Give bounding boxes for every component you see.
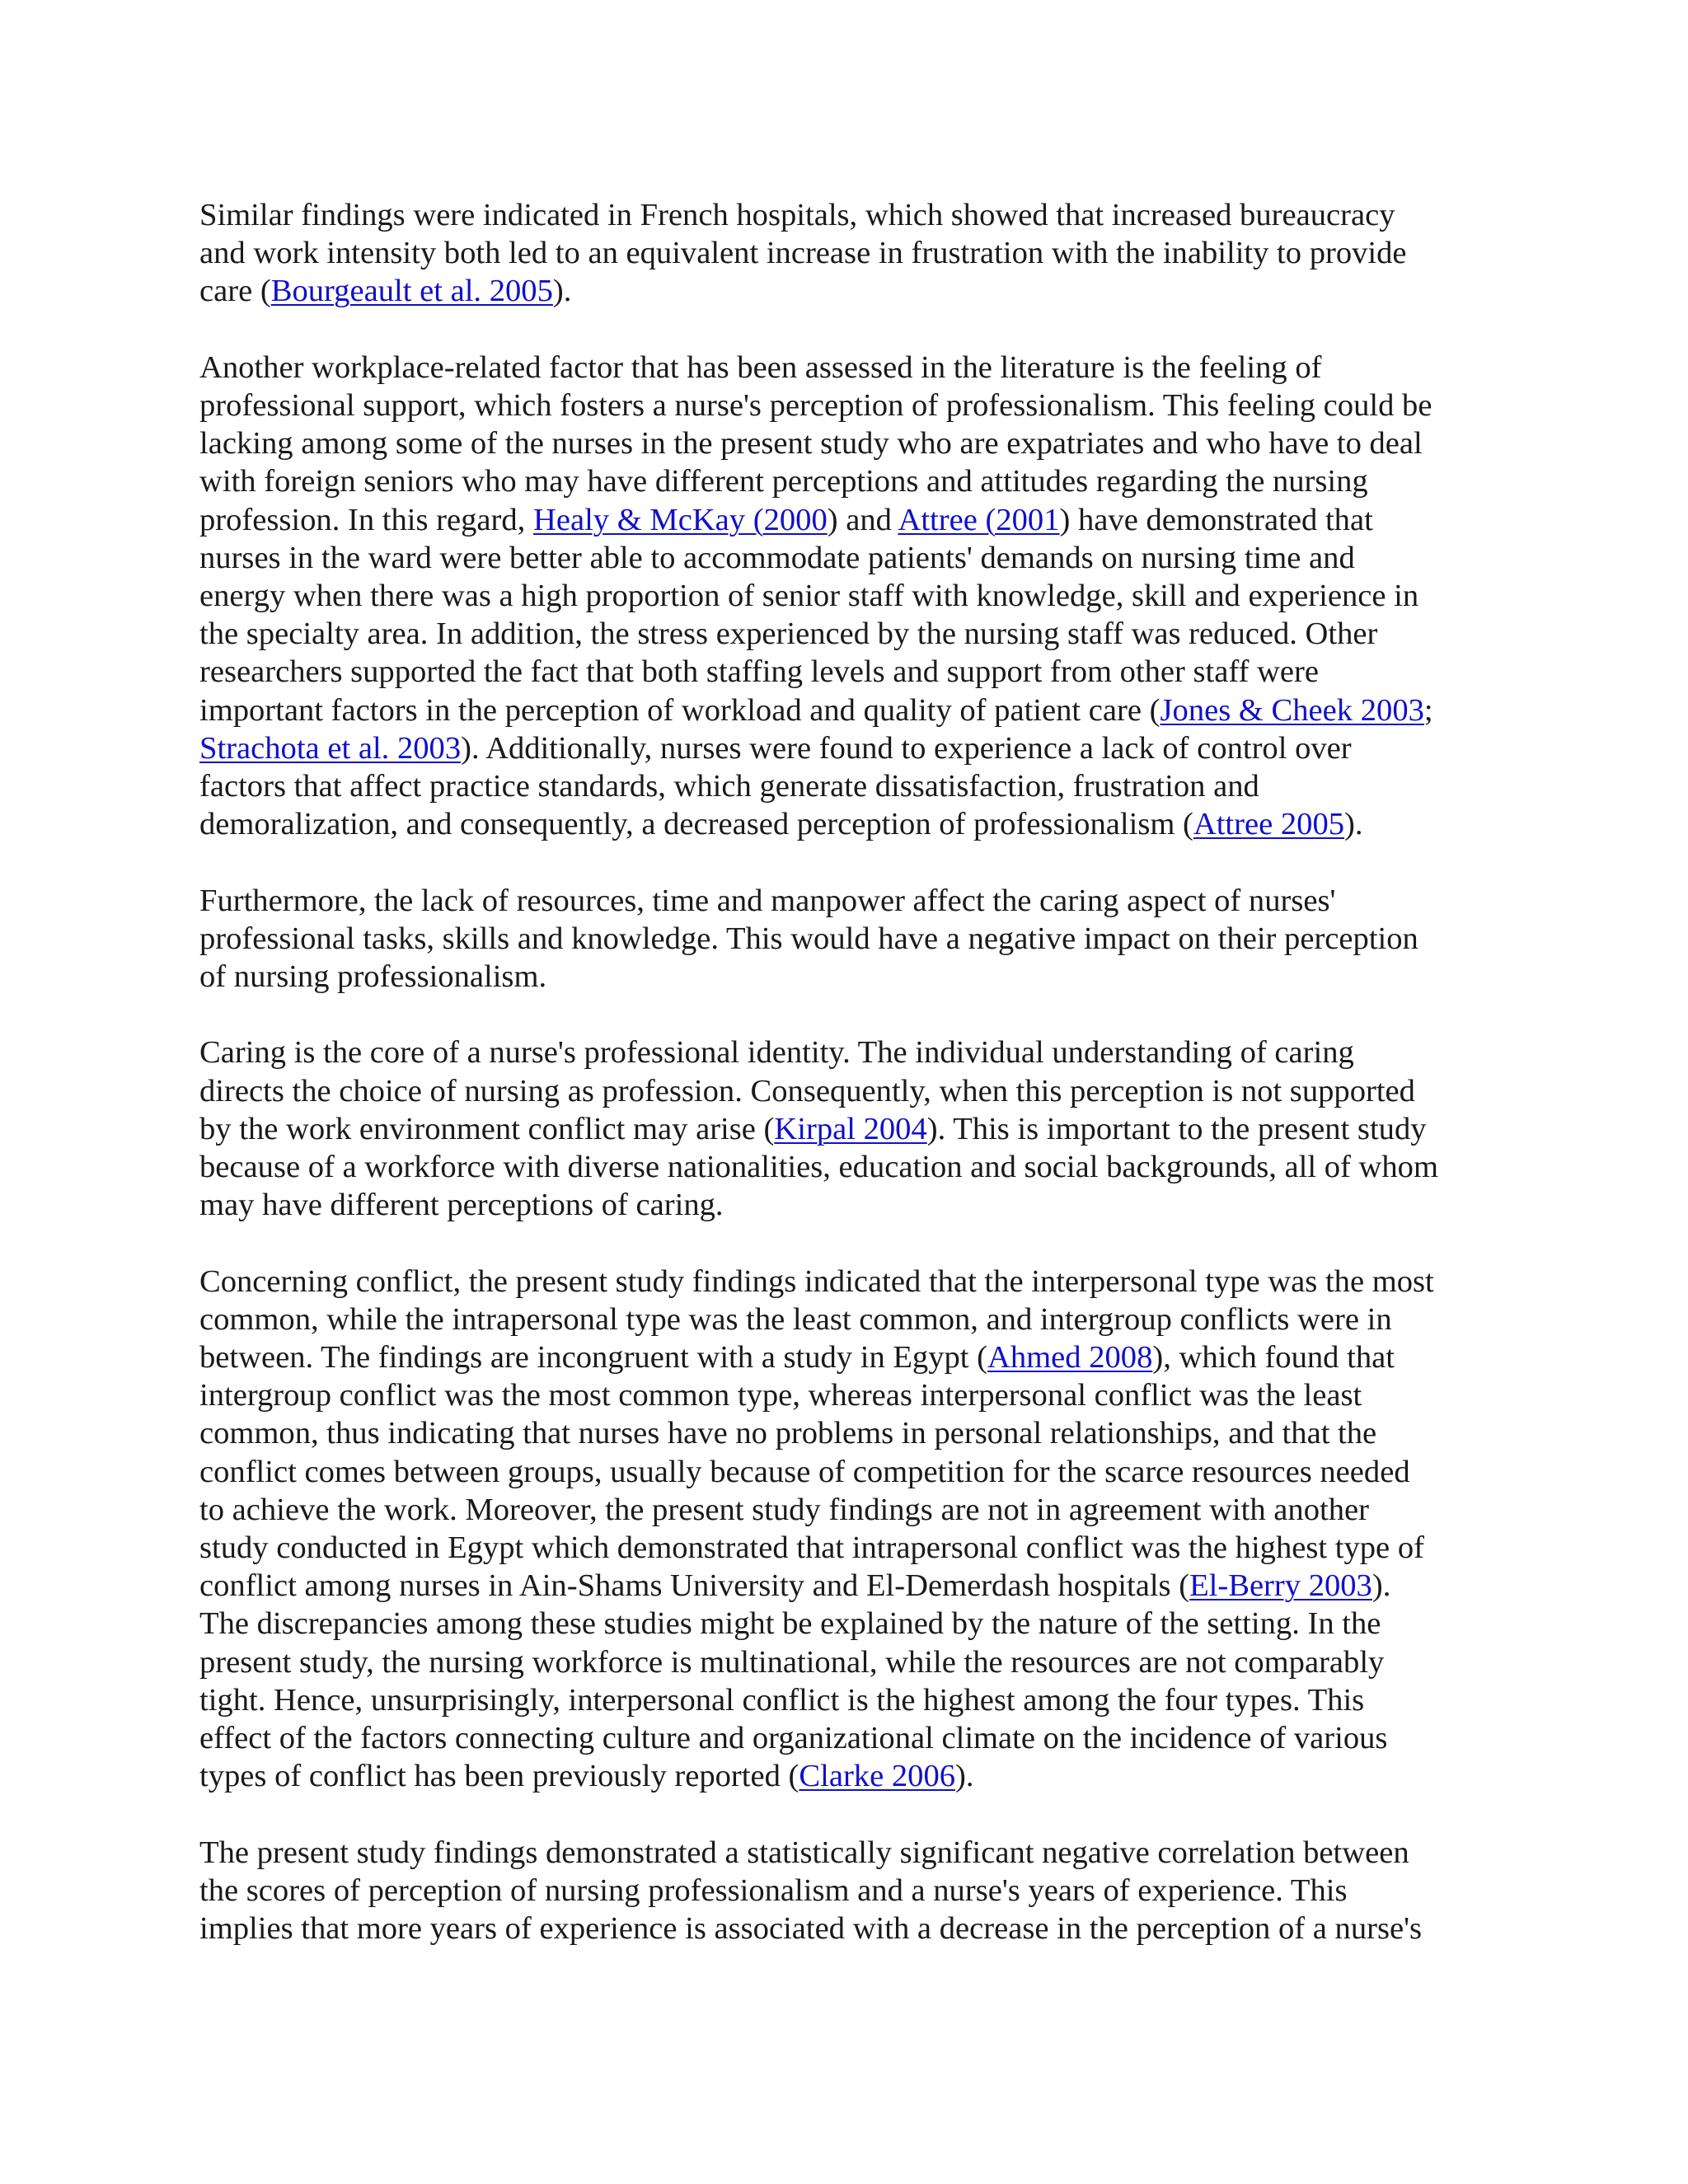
text-segment: directs the choice of nursing as profession. Consequently, when this perception is not supported — [199, 1073, 1415, 1108]
text-line — [199, 349, 1518, 387]
citation-link[interactable]: Attree (2001 — [898, 502, 1060, 537]
text-segment: ). — [955, 1759, 974, 1794]
text-segment: nurses in the ward were better able to accommodate patients' demands on nursing time and — [199, 540, 1355, 575]
text-segment: effect of the factors connecting culture and organizational climate on the incidence of various — [199, 1721, 1388, 1756]
text-line — [199, 234, 1518, 272]
text-line — [199, 1414, 1518, 1452]
text-segment: energy when there was a high proportion of senior staff with knowledge, skill and experience in — [199, 579, 1419, 614]
text-segment: Another workplace-related factor that has been assessed in the literature is the feeling of — [199, 349, 1322, 385]
text-segment: ; — [1423, 692, 1433, 728]
text-line — [199, 1643, 1518, 1681]
text-segment: care ( — [199, 274, 271, 309]
text-segment: researchers supported the fact that both staffing levels and support from other staff were — [199, 654, 1319, 690]
text-segment: factors that affect practice standards, which generate dissatisfaction, frustration and — [199, 769, 1259, 804]
text-segment: Concerning conflict, the present study findings indicated that the interpersonal type was the most — [199, 1263, 1434, 1299]
text-segment: types of conflict has been previously reported ( — [199, 1759, 799, 1794]
text-segment: ), which found that — [1152, 1340, 1395, 1376]
text-segment: the scores of perception of nursing professionalism and a nurse's years of experience. This — [199, 1872, 1348, 1908]
citation-link[interactable]: Kirpal 2004 — [774, 1111, 927, 1146]
citation-link[interactable]: Strachota et al. 2003 — [199, 730, 462, 766]
text-line — [199, 653, 1518, 691]
text-line — [199, 1453, 1518, 1491]
text-segment: Similar findings were indicated in French hospitals, which showed that increased bureaucracy — [199, 198, 1395, 232]
text-segment: important factors in the perception of workload and quality of patient care ( — [199, 692, 1160, 728]
text-segment: ). Additionally, nurses were found to experience a lack of control over — [461, 730, 1352, 766]
text-line — [199, 1757, 1518, 1795]
citation-link[interactable]: El-Berry 2003 — [1189, 1568, 1372, 1604]
text-segment: and work intensity both led to an equivalent increase in frustration with the inability to provide — [199, 236, 1407, 271]
text-line — [199, 958, 1518, 996]
text-segment: Furthermore, the lack of resources, time and manpower affect the caring aspect of nurses' — [199, 883, 1336, 918]
paragraph-bureaucracy — [199, 196, 1518, 311]
text-segment: implies that more years of experience is associated with a decrease in the perception of a nurse's — [199, 1911, 1423, 1947]
text-segment: conflict among nurses in Ain-Shams University and El-Demerdash hospitals ( — [199, 1568, 1190, 1604]
text-segment: professional support, which fosters a nurse's perception of professionalism. This feeling could be — [199, 388, 1432, 423]
text-segment: to achieve the work. Moreover, the present study findings are not in agreement with another — [199, 1492, 1369, 1527]
text-line — [199, 1301, 1518, 1338]
text-segment: of nursing professionalism. — [199, 959, 547, 995]
text-line — [199, 1605, 1518, 1643]
text-line — [199, 920, 1518, 958]
text-line — [199, 462, 1518, 500]
text-line — [199, 1872, 1518, 1910]
text-line — [199, 1834, 1518, 1872]
paragraph-conflict — [199, 1263, 1518, 1796]
paragraph-professional-support — [199, 349, 1518, 844]
text-line — [199, 882, 1518, 920]
paragraph-caring — [199, 1033, 1518, 1224]
text-line — [199, 387, 1518, 424]
text-segment: lacking among some of the nurses in the present study who are expatriates and who have to deal — [199, 426, 1423, 462]
text-line — [199, 1491, 1518, 1529]
text-segment: the specialty area. In addition, the stress experienced by the nursing staff was reduced. Other — [199, 616, 1378, 652]
citation-link[interactable]: Clarke 2006 — [799, 1759, 956, 1794]
text-line — [199, 767, 1518, 805]
citation-link[interactable]: Ahmed 2008 — [987, 1340, 1153, 1376]
text-segment: demoralization, and consequently, a decreased perception of professionalism ( — [199, 807, 1193, 842]
text-segment: study conducted in Egypt which demonstrated that intrapersonal conflict was the highest type of — [199, 1530, 1424, 1566]
text-line — [199, 539, 1518, 577]
text-line — [199, 577, 1518, 615]
text-segment: with foreign seniors who may have different perceptions and attitudes regarding the nursing — [199, 464, 1368, 499]
paragraph-resources — [199, 882, 1518, 996]
text-line — [199, 1110, 1518, 1148]
text-segment: common, thus indicating that nurses have no problems in personal relationships, and that the — [199, 1416, 1377, 1451]
paragraph-experience — [199, 1834, 1518, 1948]
citation-link[interactable]: Healy & McKay (2000 — [532, 502, 828, 537]
text-line — [199, 1033, 1518, 1071]
text-line — [199, 1072, 1518, 1110]
text-segment: profession. In this regard, — [199, 502, 533, 537]
text-segment: Caring is the core of a nurse's professional identity. The individual understanding of caring — [199, 1035, 1354, 1071]
text-segment: between. The findings are incongruent with a study in Egypt ( — [199, 1340, 988, 1376]
text-segment: The discrepancies among these studies might be explained by the nature of the setting. In the — [199, 1606, 1381, 1642]
text-line — [199, 1910, 1518, 1947]
text-line — [199, 1681, 1518, 1719]
text-segment: ). — [552, 274, 572, 309]
text-line — [199, 424, 1518, 462]
text-segment: intergroup conflict was the most common type, whereas interpersonal conflict was the least — [199, 1378, 1362, 1413]
text-segment: tight. Hence, unsurprisingly, interpersonal conflict is the highest among the four types. This — [199, 1682, 1365, 1718]
text-line — [199, 272, 1518, 310]
citation-link[interactable]: Bourgeault et al. 2005 — [270, 274, 553, 309]
text-segment: ). This is important to the present study — [926, 1111, 1427, 1146]
text-segment: professional tasks, skills and knowledge. This would have a negative impact on their perception — [199, 921, 1418, 956]
text-segment: common, while the intrapersonal type was the least common, and intergroup conflicts were in — [199, 1301, 1392, 1337]
text-line — [199, 1529, 1518, 1567]
text-line — [199, 729, 1518, 767]
text-line — [199, 196, 1518, 234]
text-line — [199, 1148, 1518, 1186]
text-segment: because of a workforce with diverse nationalities, education and social backgrounds, all of whom — [199, 1150, 1438, 1185]
text-line — [199, 615, 1518, 653]
document-body — [199, 196, 1518, 1985]
text-line — [199, 1719, 1518, 1757]
text-segment: ). — [1372, 1568, 1391, 1604]
text-line — [199, 1338, 1518, 1376]
text-line — [199, 1263, 1518, 1301]
text-line — [199, 805, 1518, 843]
text-segment: by the work environment conflict may arise ( — [199, 1111, 775, 1146]
text-segment: The present study findings demonstrated a statistically significant negative correlation between — [199, 1835, 1409, 1870]
citation-link[interactable]: Jones & Cheek 2003 — [1160, 692, 1424, 728]
text-line — [199, 1186, 1518, 1224]
text-segment: ) and — [827, 502, 898, 537]
text-segment: present study, the nursing workforce is multinational, while the resources are not comparably — [199, 1644, 1385, 1680]
text-segment: ). — [1344, 807, 1363, 842]
text-line — [199, 691, 1518, 729]
text-line — [199, 1376, 1518, 1414]
text-line — [199, 1567, 1518, 1605]
text-line — [199, 501, 1518, 539]
text-segment: ) have demonstrated that — [1059, 502, 1373, 537]
text-segment: conflict comes between groups, usually because of competition for the scarce resources needed — [199, 1454, 1410, 1489]
citation-link[interactable]: Attree 2005 — [1193, 807, 1345, 842]
text-segment: may have different perceptions of caring. — [199, 1188, 724, 1223]
